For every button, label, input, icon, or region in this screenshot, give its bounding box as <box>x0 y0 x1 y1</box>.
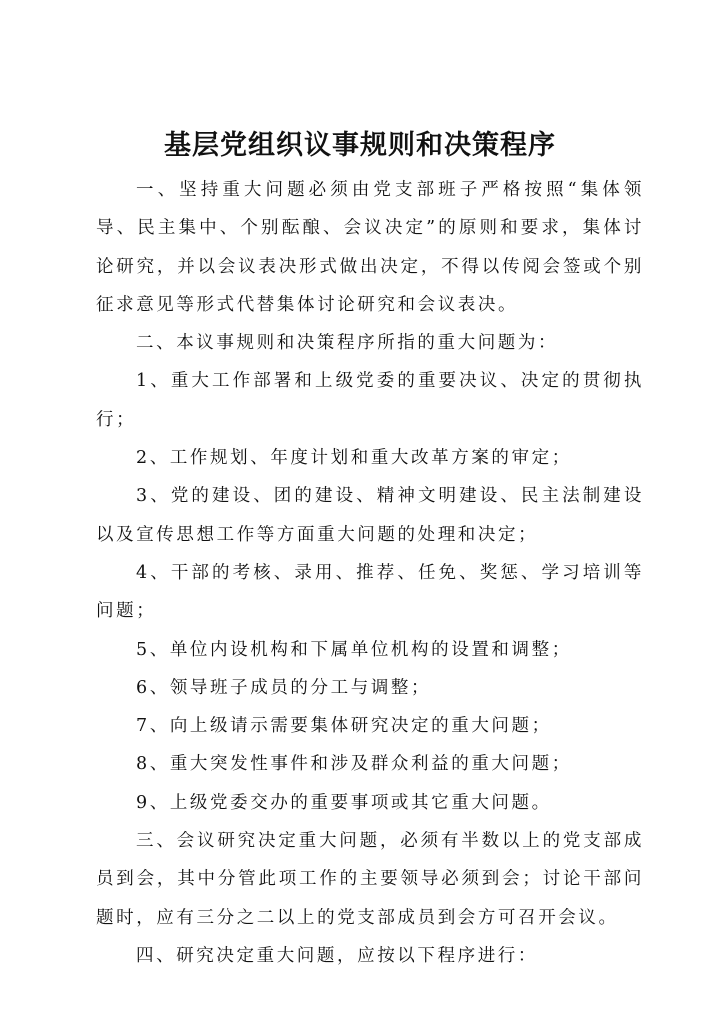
list-item-2: 2、工作规划、年度计划和重大改革方案的审定； <box>136 448 572 469</box>
list-item-3: 3、党的建设、团的建设、精神文明建设、民主法制建设以及宣传思想工作等方面重大问题的处理和决定； <box>96 486 644 545</box>
paragraph-scope-heading: 二、本议事规则和决策程序所指的重大问题为： <box>136 333 559 354</box>
list-item-6: 6、领导班子成员的分工与调整； <box>136 677 432 698</box>
document-title: 基层党组织议事规则和决策程序 <box>164 130 556 161</box>
list-item-9: 9、上级党委交办的重要事项或其它重大问题。 <box>136 792 552 813</box>
paragraph-principle: 一、坚持重大问题必须由党支部班子严格按照“集体领导、民主集中、个别酝酿、会议决定”的原则和要求，集体讨论研究，并以会议表决形式做出决定，不得以传阅会签或个别征求意见等形式代替集体讨论研究和会议表决。 <box>96 180 644 315</box>
list-item-4: 4、干部的考核、录用、推荐、任免、奖惩、学习培训等问题； <box>96 562 644 622</box>
list-item-8: 8、重大突发性事件和涉及群众利益的重大问题； <box>136 754 572 775</box>
list-item-7: 7、向上级请示需要集体研究决定的重大问题； <box>136 716 552 737</box>
paragraph-procedure-heading: 四、研究决定重大问题，应按以下程序进行： <box>136 945 538 966</box>
document-body <box>96 171 644 975</box>
list-item-5: 5、单位内设机构和下属单位机构的设置和调整； <box>136 639 572 660</box>
paragraph-quorum: 三、会议研究决定重大问题，必须有半数以上的党支部成员到会，其中分管此项工作的主要领导必须到会；讨论干部问题时，应有三分之二以上的党支部成员到会方可召开会议。 <box>96 831 644 928</box>
list-item-1: 1、重大工作部署和上级党委的重要决议、决定的贯彻执行； <box>96 371 644 430</box>
